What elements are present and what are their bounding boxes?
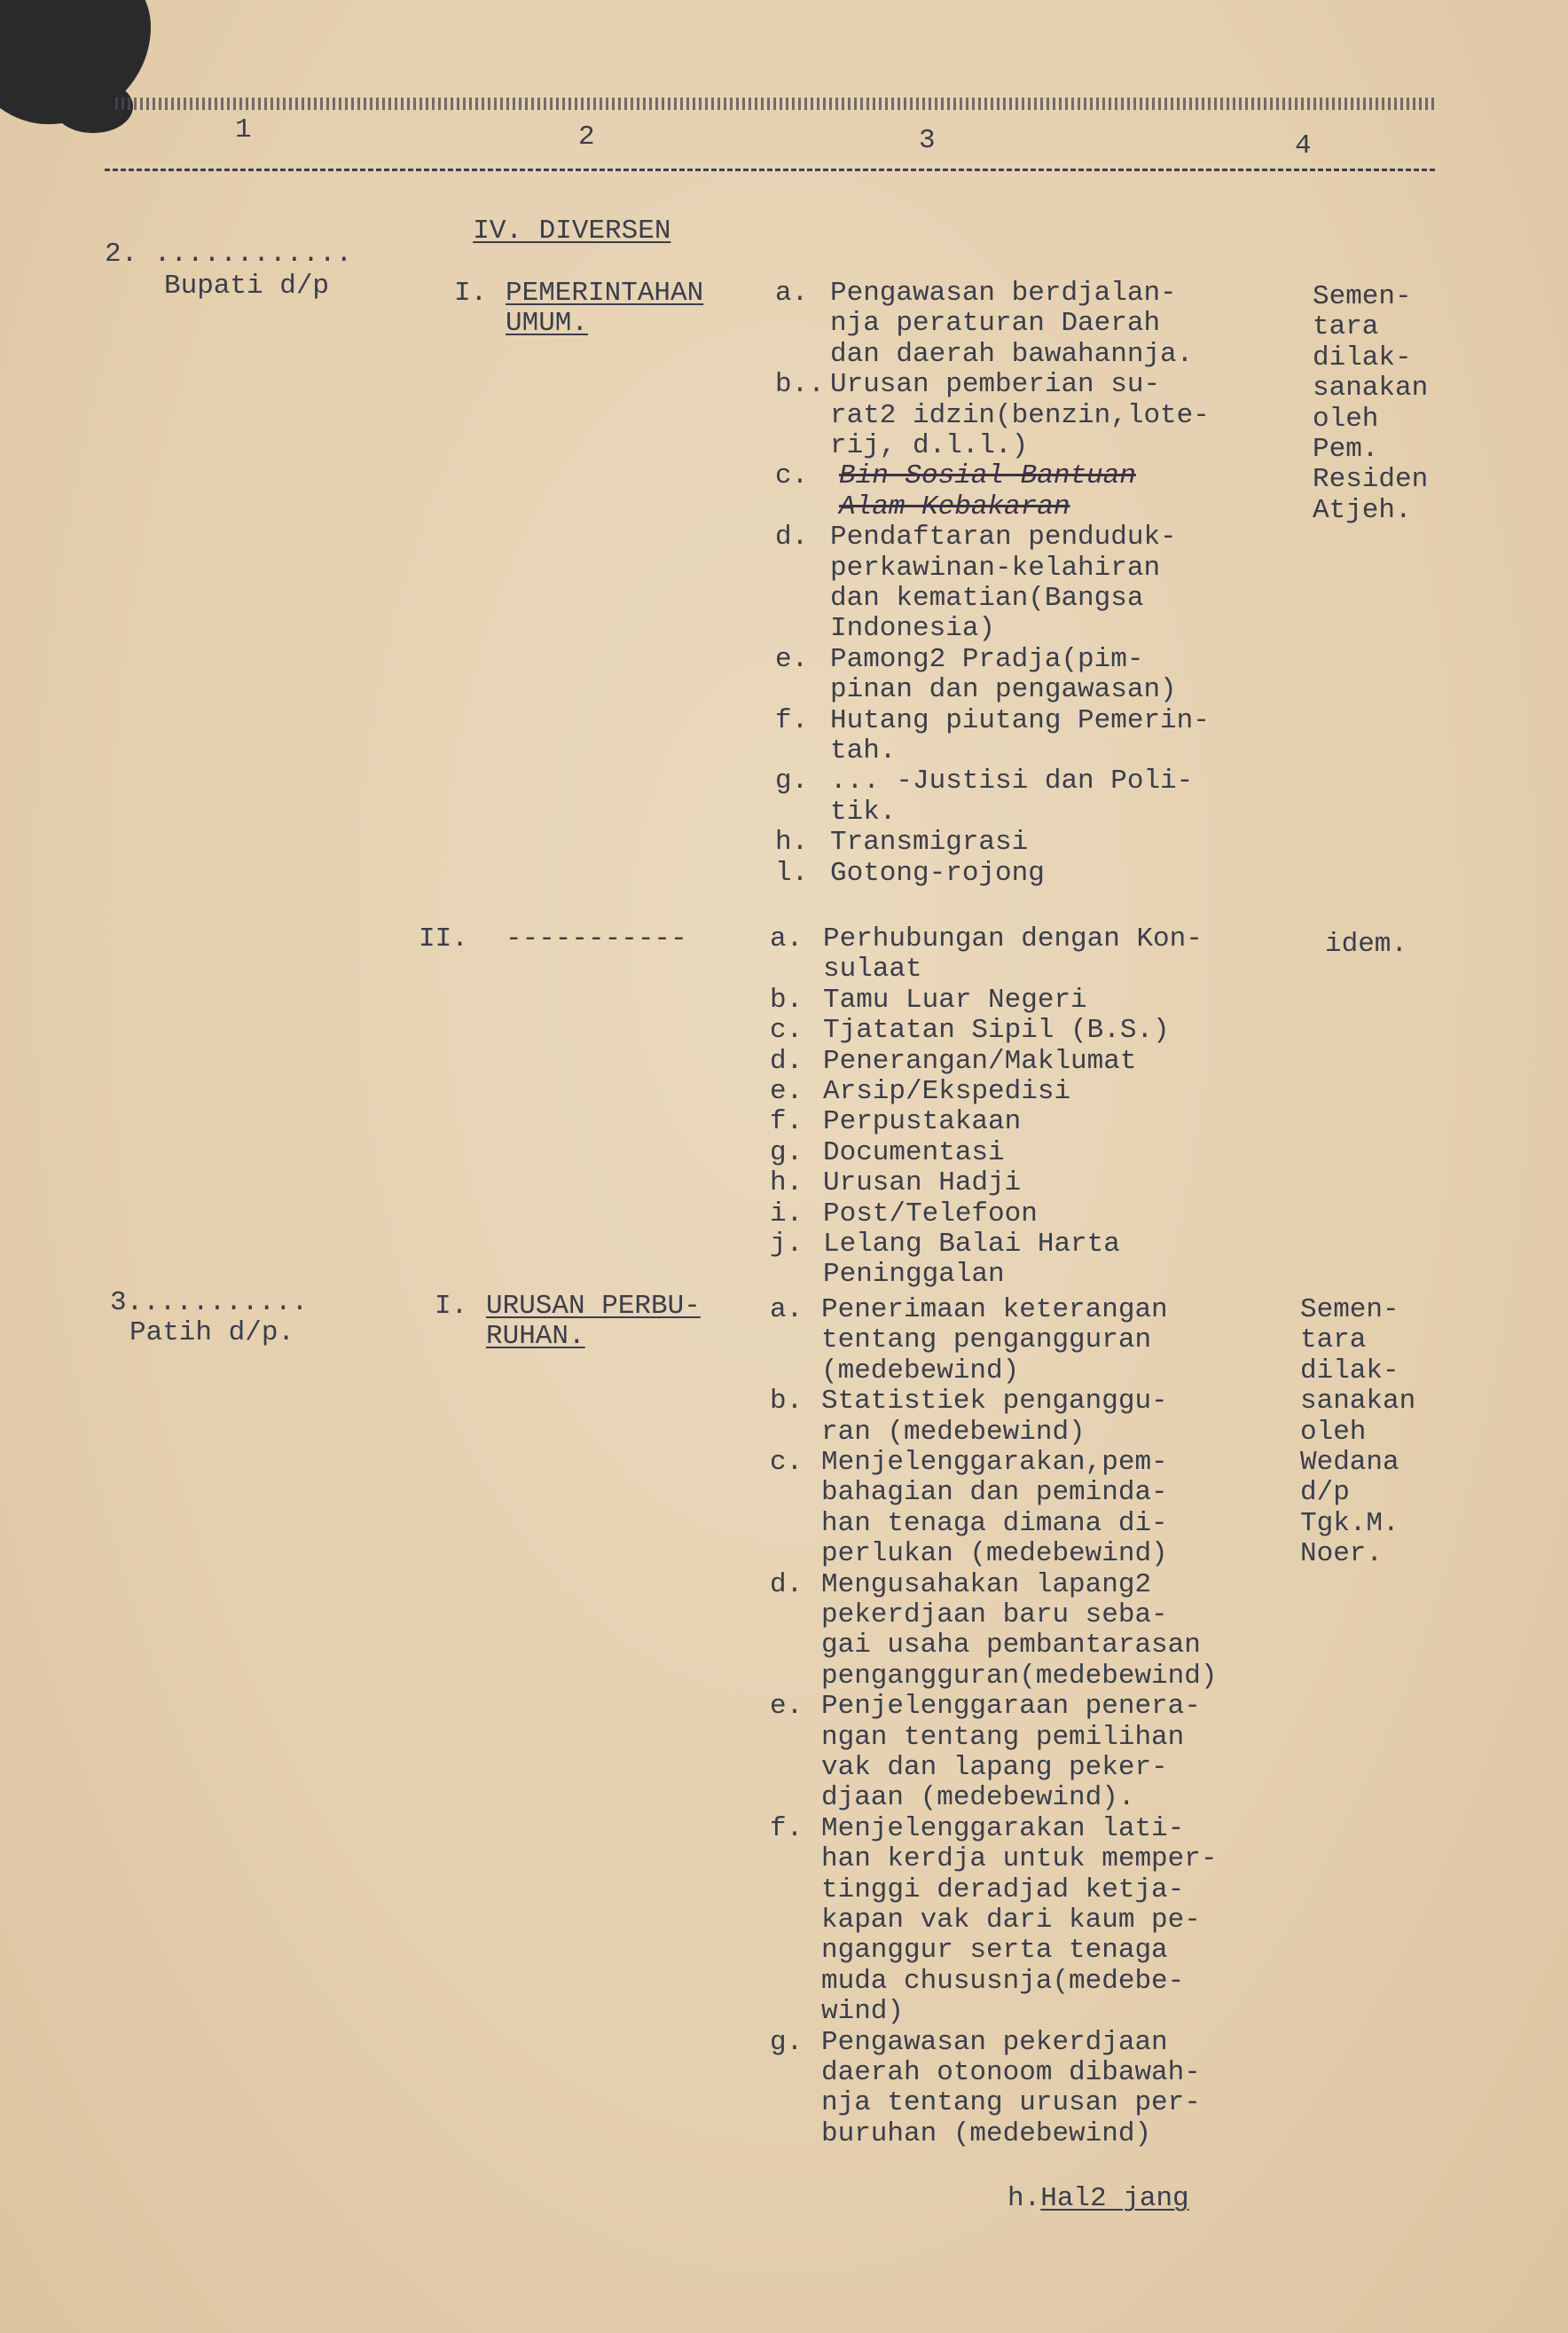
item-line: tentang pengangguran: [821, 1324, 1152, 1356]
division-3-I-title-line1: URUSAN PERBU-: [486, 1291, 701, 1322]
remark-line: Tgk.M.: [1300, 1507, 1399, 1539]
item-letter: c.: [770, 1447, 804, 1478]
remark-line: oleh: [1313, 403, 1379, 435]
item-line: Documentasi: [823, 1136, 1005, 1168]
item-line: wind): [821, 1996, 905, 2028]
item-letter: l.: [775, 857, 809, 889]
item-line: dan daerah bawahannja.: [830, 338, 1194, 370]
item-line: han kerdja untuk memper-: [821, 1843, 1218, 1875]
item-letter: b..: [775, 369, 825, 401]
section-3-person: Patih d/p.: [129, 1317, 295, 1348]
item-line: Penerangan/Maklumat: [823, 1045, 1137, 1077]
item-line: Indonesia): [830, 613, 996, 645]
typed-ruler-line: [115, 98, 1437, 110]
item-line: Gotong-rojong: [830, 857, 1045, 889]
remark-line: Pem.: [1313, 434, 1379, 465]
item-line: (medebewind): [821, 1355, 1020, 1386]
section-3-number: 3...........: [110, 1287, 309, 1318]
remark-line: dilak-: [1313, 342, 1412, 373]
item-line: Menjelenggarakan,pem-: [821, 1447, 1168, 1478]
remark-line: sanakan: [1313, 373, 1429, 405]
item-line: rij, d.l.l.): [830, 430, 1029, 461]
item-letter: e.: [770, 1691, 804, 1723]
item-letter: g.: [775, 766, 809, 797]
item-line: kapan vak dari kaum pe-: [821, 1905, 1201, 1936]
item-line: pinan dan pengawasan): [830, 674, 1177, 706]
item-line: Perhubungan dengan Kon-: [823, 923, 1203, 954]
item-letter: b.: [770, 1386, 804, 1418]
item-line: Mengusahakan lapang2: [821, 1568, 1152, 1600]
item-letter: b.: [770, 984, 804, 1016]
column-number-3: 3: [919, 125, 936, 156]
remark-line: sanakan: [1300, 1386, 1416, 1418]
remark-line: Noer.: [1300, 1538, 1384, 1570]
division-2-II-title: -----------: [506, 923, 687, 954]
item-letter: h.: [770, 1167, 804, 1199]
struck-item-line: Bin Sosial Bantuan: [839, 460, 1136, 492]
item-line: buruhan (medebewind): [821, 2117, 1152, 2149]
item-letter: g.: [770, 2026, 804, 2058]
footer-catchword: h.Hal2 jang: [1007, 2183, 1189, 2214]
item-line: Tamu Luar Negeri: [823, 984, 1087, 1016]
item-letter: e.: [775, 643, 809, 675]
item-letter: h.: [775, 827, 809, 859]
remark-line: Semen-: [1300, 1294, 1399, 1325]
item-letter: f.: [770, 1106, 804, 1138]
item-letter: f.: [770, 1812, 804, 1844]
item-letter: d.: [775, 522, 809, 554]
item-line: rat2 idzin(benzin,lote-: [830, 399, 1210, 431]
item-letter: a.: [770, 923, 804, 954]
item-line: Hutang piutang Pemerin-: [830, 704, 1210, 736]
division-2-I-title-line1: PEMERINTAHAN: [506, 278, 704, 309]
division-2-II-roman: II.: [419, 923, 468, 954]
struck-item-line: Alam Kebakaran: [839, 491, 1070, 522]
item-line: pekerdjaan baru seba-: [821, 1599, 1168, 1630]
item-letter: a.: [775, 278, 809, 309]
item-line: Lelang Balai Harta: [823, 1229, 1120, 1260]
item-line: han tenaga dimana di-: [821, 1507, 1168, 1539]
division-3-I-roman: I.: [435, 1291, 468, 1322]
remark-line: dilak-: [1300, 1355, 1399, 1386]
item-line: ran (medebewind): [821, 1416, 1086, 1448]
item-line: tah.: [830, 735, 897, 766]
remark-line: Semen-: [1313, 281, 1412, 312]
item-line: daerah otonoom dibawah-: [821, 2057, 1201, 2088]
item-line: nja tentang urusan per-: [821, 2087, 1201, 2119]
remark-line: Wedana: [1300, 1447, 1399, 1478]
item-letter: c.: [775, 460, 809, 492]
section-heading: IV. DIVERSEN: [473, 216, 671, 247]
item-line: perkawinan-kelahiran: [830, 552, 1161, 584]
item-line: Penerimaan keterangan: [821, 1294, 1168, 1325]
item-line: Pamong2 Pradja(pim-: [830, 643, 1144, 675]
item-line: bahagian dan peminda-: [821, 1477, 1168, 1509]
division-2-II-remark: idem.: [1325, 929, 1408, 960]
item-line: Penjelenggaraan penera-: [821, 1691, 1201, 1723]
item-letter: g.: [770, 1136, 804, 1168]
item-line: Tjatatan Sipil (B.S.): [823, 1015, 1170, 1047]
item-letter: d.: [770, 1568, 804, 1600]
item-line: Urusan Hadji: [823, 1167, 1022, 1199]
column-number-1: 1: [235, 114, 252, 145]
remark-line: Residen: [1313, 464, 1429, 496]
item-line: Menjelenggarakan lati-: [821, 1812, 1185, 1844]
item-line: Pendaftaran penduduk-: [830, 522, 1177, 554]
remark-line: d/p: [1300, 1477, 1350, 1509]
item-letter: d.: [770, 1045, 804, 1077]
division-2-I-roman: I.: [454, 278, 488, 309]
remark-line: Atjeh.: [1313, 494, 1412, 526]
item-line: nganggur serta tenaga: [821, 1935, 1168, 1967]
remark-line: oleh: [1300, 1416, 1367, 1448]
column-number-2: 2: [578, 122, 595, 153]
item-line: Transmigrasi: [830, 827, 1029, 859]
item-letter: j.: [770, 1229, 804, 1260]
remark-line: tara: [1313, 311, 1379, 343]
item-letter: i.: [770, 1198, 804, 1229]
item-letter: a.: [770, 1294, 804, 1325]
item-line: ... -Justisi dan Poli-: [830, 766, 1194, 797]
header-dashed-rule: [105, 169, 1435, 171]
item-line: Statistiek penganggu-: [821, 1386, 1168, 1418]
item-line: gai usaha pembantarasan: [821, 1630, 1201, 1661]
item-line: Post/Telefoon: [823, 1198, 1038, 1229]
item-line: dan kematian(Bangsa: [830, 583, 1144, 614]
item-line: pengangguran(medebewind): [821, 1660, 1218, 1692]
item-letter: f.: [775, 704, 809, 736]
item-line: perlukan (medebewind): [821, 1538, 1168, 1570]
item-line: Urusan pemberian su-: [830, 369, 1161, 401]
item-line: ngan tentang pemilihan: [821, 1721, 1185, 1753]
item-letter: e.: [770, 1076, 804, 1107]
item-line: djaan (medebewind).: [821, 1782, 1135, 1814]
section-2-person: Bupati d/p: [164, 271, 330, 302]
item-line: vak dan lapang peker-: [821, 1752, 1168, 1783]
item-line: nja peraturan Daerah: [830, 308, 1161, 340]
remark-line: tara: [1300, 1324, 1367, 1356]
section-2-number: 2. ............: [105, 239, 353, 270]
item-line: Perpustakaan: [823, 1106, 1022, 1138]
item-line: Peninggalan: [823, 1259, 1005, 1291]
division-3-I-title-line2: RUHAN.: [486, 1321, 585, 1352]
column-number-4: 4: [1295, 130, 1312, 161]
item-letter: c.: [770, 1015, 804, 1047]
item-line: Pengawasan pekerdjaan: [821, 2026, 1168, 2058]
item-line: Pengawasan berdjalan-: [830, 278, 1177, 309]
division-2-I-title-line2: UMUM.: [506, 308, 589, 339]
item-line: tik.: [830, 796, 897, 828]
item-line: muda chususnja(medebe-: [821, 1965, 1185, 1997]
item-line: sulaat: [823, 954, 922, 986]
item-line: Arsip/Ekspedisi: [823, 1076, 1071, 1107]
item-line: tinggi deradjad ketja-: [821, 1873, 1185, 1905]
